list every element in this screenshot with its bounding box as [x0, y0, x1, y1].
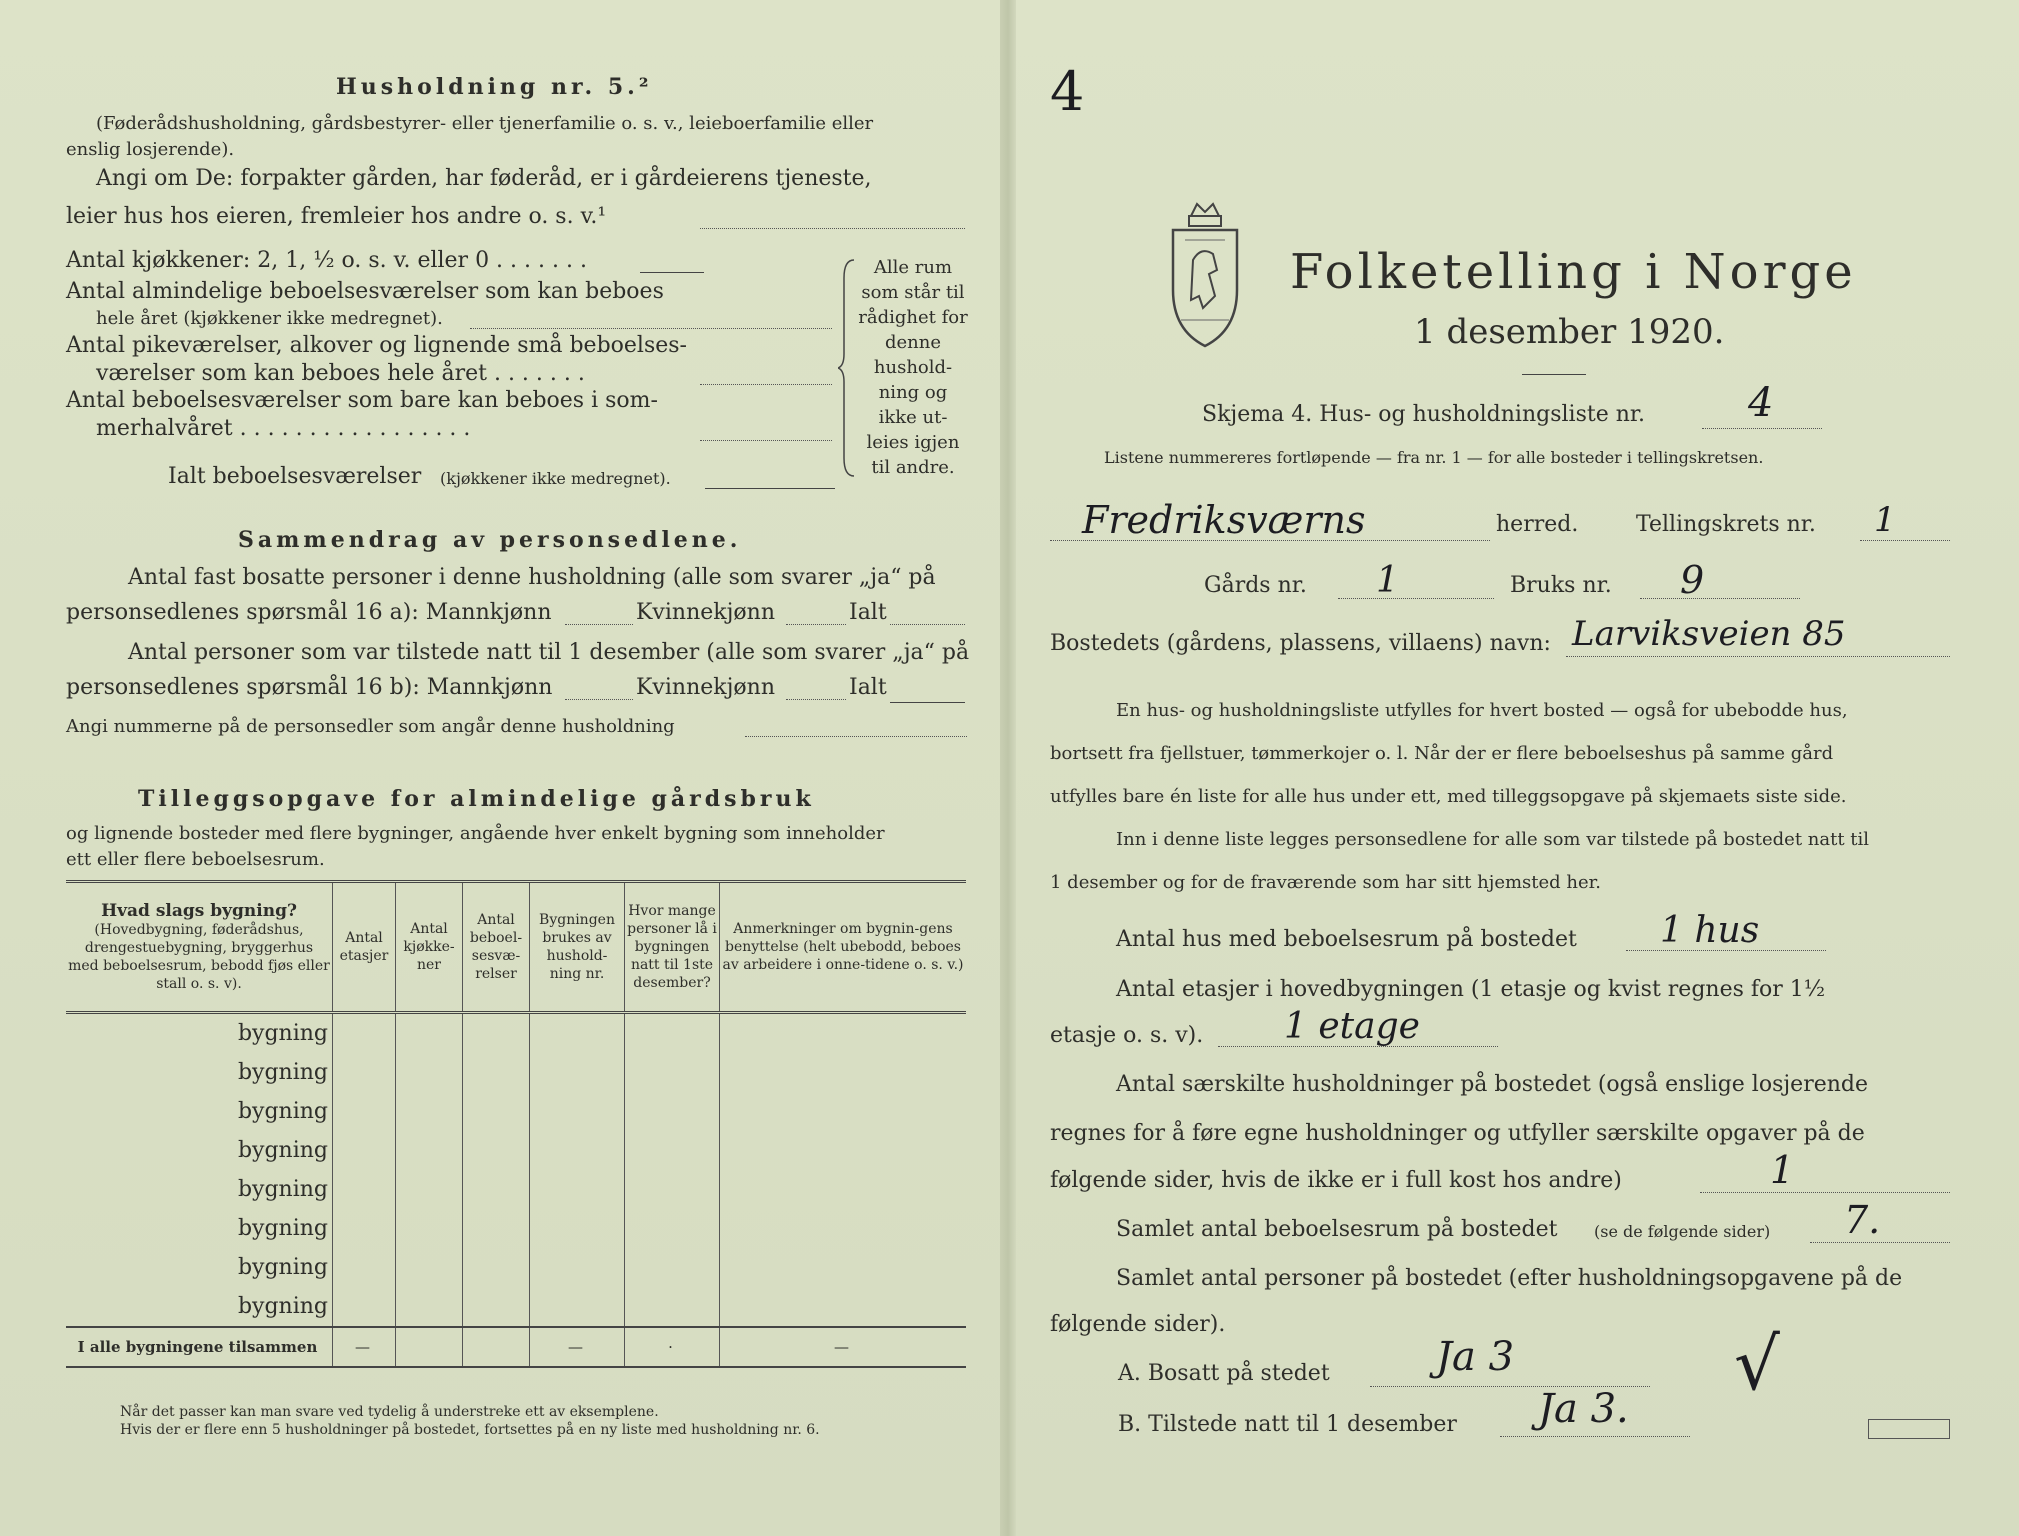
total-label-1: Ialt: [849, 600, 887, 625]
households-value: 1: [1770, 1148, 1795, 1192]
rooms-value: 7.: [1844, 1198, 1881, 1242]
kitchens-label: Antal kjøkkener: 2, 1, ½ o. s. v. eller 0 . . . . . . .: [66, 248, 587, 273]
ordinary-rooms-answer: [470, 328, 832, 329]
maid-rooms-line1: Antal pikeværelser, alkover og lignende små beboelses-: [66, 333, 687, 358]
kitchens-answer: [640, 272, 704, 273]
table-row: bygning: [66, 1287, 966, 1327]
gards-value: 1: [1376, 560, 1399, 601]
household-intro-line1: (Føderådshusholdning, gårdsbestyrer- eller tjenerfamilie o. s. v., leieboerfamilie eller: [96, 113, 874, 134]
floors-answer-line: [1218, 1046, 1498, 1047]
total-rooms-answer: [705, 488, 835, 489]
female-answer-1: [786, 624, 846, 625]
summary-p2-line1: Antal personer som var tilstede natt til 1 desember (alle som svarer „ja“ på: [128, 640, 970, 665]
angi-line1: Angi om De: forpakter gården, har føderåd, er i gårdeierens tjeneste,: [96, 166, 872, 191]
maid-rooms-line2: værelser som kan beboes hele året . . . . . . .: [96, 361, 585, 386]
angi-line2: leier hus hos eieren, fremleier hos andre o. s. v.¹: [66, 204, 607, 229]
present-value: Ja 3.: [1538, 1386, 1629, 1432]
krets-value: 1: [1874, 500, 1896, 540]
persons-line2: følgende sider).: [1050, 1312, 1226, 1337]
info-line3: utfylles bare én liste for alle hus under ett, med tilleggsopgave på skjemaets siste side.: [1050, 786, 1847, 807]
check-mark: √: [1734, 1322, 1780, 1406]
side-note: Alle rum som står til rådighet for denne hushold-ning og ikke ut-leies igjen til andre.: [858, 257, 968, 478]
schema-value: 4: [1748, 380, 1774, 426]
angi-answer-line: [700, 228, 965, 229]
col-persons: Hvor mange personer lå i bygningen natt til 1ste desember?: [625, 882, 720, 1013]
present-answer-line: [1500, 1436, 1690, 1437]
floors-line1: Antal etasjer i hovedbygningen (1 etasje og kvist regnes for 1½: [1116, 977, 1826, 1002]
houses-label: Antal hus med beboelsesrum på bostedet: [1116, 927, 1577, 952]
herred-label: herred.: [1496, 512, 1579, 537]
female-answer-2: [786, 699, 846, 700]
schema-answer-line: [1702, 428, 1822, 429]
persons-line1: Samlet antal personer på bostedet (efter husholdningsopgavene på de: [1116, 1266, 1903, 1291]
bosted-value: Larviksveien 85: [1572, 614, 1846, 654]
total-rooms-note: (kjøkkener ikke medregnet).: [440, 469, 671, 488]
col-remarks: Anmerkninger om bygnin-gens benyttelse (helt ubebodd, beboes av arbeidere i onne-tidene o. s. v.): [720, 882, 967, 1013]
table-row: bygning: [66, 1013, 966, 1054]
printer-stamp: [1868, 1419, 1950, 1439]
households-line3: følgende sider, hvis de ikke er i full kost hos andre): [1050, 1168, 1622, 1193]
bosted-answer-line: [1566, 656, 1950, 657]
table-row: bygning: [66, 1248, 966, 1287]
col-kitchens: Antal kjøkke-ner: [396, 882, 463, 1013]
page-fold: [1000, 0, 1016, 1536]
gards-answer-line: [1338, 598, 1494, 599]
summer-rooms-line1: Antal beboelsesværelser som bare kan beboes i som-: [66, 388, 658, 413]
households-answer-line: [1700, 1192, 1950, 1193]
col-building-type: Hvad slags bygning? (Hovedbygning, føderådshus, drengestuebygning, bryggerhus med beboelsesrum, bebodd fjøs eller stall o. s. v).: [68, 900, 330, 992]
info-line1: En hus- og husholdningsliste utfylles for hvert bosted — også for ubebodde hus,: [1116, 700, 1848, 721]
table-row: bygning: [66, 1209, 966, 1248]
households-line1: Antal særskilte husholdninger på bostedet (også enslige losjerende: [1116, 1072, 1869, 1097]
houses-value: 1 hus: [1660, 910, 1760, 951]
farm-sub1: og lignende bosteder med flere bygninger, angående hver enkelt bygning som inneholder: [66, 823, 885, 844]
female-label-2: Kvinnekjønn: [636, 675, 775, 700]
ordinary-rooms-line2: hele året (kjøkkener ikke medregnet).: [96, 308, 443, 329]
farm-title: Tilleggsopgave for almindelige gårdsbruk: [138, 786, 815, 812]
table-row: bygning: [66, 1092, 966, 1131]
gards-label: Gårds nr.: [1204, 573, 1307, 598]
numbering-note: Listene nummereres fortløpende — fra nr. 1 — for alle bosteder i tellingskretsen.: [1104, 448, 1764, 467]
table-row: bygning: [66, 1170, 966, 1209]
male-answer-1: [565, 624, 633, 625]
summary-p2-line2: personsedlenes spørsmål 16 b): Mannkjønn: [66, 675, 553, 700]
bruks-label: Bruks nr.: [1510, 573, 1612, 598]
table-row: bygning: [66, 1131, 966, 1170]
resident-value: Ja 3: [1436, 1334, 1515, 1380]
households-line2: regnes for å føre egne husholdninger og utfyller særskilte opgaver på de: [1050, 1121, 1865, 1146]
total-answer-2: [890, 702, 965, 703]
col-rooms: Antal beboel-sesvæ-relser: [463, 882, 530, 1013]
houses-answer-line: [1626, 950, 1826, 951]
bruks-answer-line: [1640, 598, 1800, 599]
present-label: B. Tilstede natt til 1 desember: [1118, 1412, 1457, 1437]
summer-rooms-line2: merhalvåret . . . . . . . . . . . . . . . . .: [96, 416, 471, 441]
numbers-label: Angi nummerne på de personsedler som angår denne husholdning: [66, 716, 675, 737]
herred-value: Fredriksværns: [1082, 498, 1366, 542]
male-answer-2: [565, 699, 633, 700]
col-household-no: Bygningen brukes av hushold-ning nr.: [530, 882, 625, 1013]
footnote-1: Når det passer kan man svare ved tydelig å understreke ett av eksemplene.: [120, 1404, 659, 1420]
krets-answer-line: [1860, 540, 1950, 541]
info-line5: 1 desember og for de fraværende som har sitt hjemsted her.: [1050, 872, 1601, 893]
ordinary-rooms-line1: Antal almindelige beboelsesværelser som kan beboes: [66, 279, 664, 304]
maid-rooms-answer: [700, 384, 832, 385]
brace: [838, 258, 858, 478]
census-date: 1 desember 1920.: [1414, 312, 1725, 352]
table-row: bygning: [66, 1053, 966, 1092]
summary-p1-line2: personsedlenes spørsmål 16 a): Mannkjønn: [66, 600, 552, 625]
krets-label: Tellingskrets nr.: [1636, 512, 1816, 537]
col-floors: Antal etasjer: [333, 882, 396, 1013]
numbers-answer: [745, 736, 967, 737]
total-rooms-label: Ialt beboelsesværelser: [168, 464, 422, 489]
farm-sub2: ett eller flere beboelsesrum.: [66, 849, 325, 870]
summer-rooms-answer: [700, 440, 832, 441]
table-total-row: I alle bygningene tilsammen — — · —: [66, 1327, 966, 1367]
resident-label: A. Bosatt på stedet: [1118, 1361, 1330, 1386]
info-line4: Inn i denne liste legges personsedlene for alle som var tilstede på bostedet natt til: [1116, 829, 1870, 850]
total-answer-1: [890, 624, 965, 625]
bruks-value: 9: [1680, 558, 1705, 602]
summary-p1-line1: Antal fast bosatte personer i denne husholdning (alle som svarer „ja“ på: [128, 565, 936, 590]
household-title: Husholdning nr. 5.²: [336, 74, 653, 100]
floors-value: 1 etage: [1284, 1006, 1420, 1047]
herred-answer-line: [1050, 540, 1490, 541]
page-mark: 4: [1050, 60, 1085, 123]
total-label-2: Ialt: [849, 675, 887, 700]
floors-line2: etasje o. s. v).: [1050, 1023, 1204, 1048]
census-title: Folketelling i Norge: [1290, 244, 1857, 300]
rooms-label: Samlet antal beboelsesrum på bostedet: [1116, 1217, 1558, 1242]
female-label-1: Kvinnekjønn: [636, 600, 775, 625]
footnote-2: Hvis der er flere enn 5 husholdninger på bostedet, fortsettes på en ny liste med husholdning nr. 6.: [120, 1422, 820, 1438]
title-divider: [1522, 374, 1586, 375]
buildings-table: [66, 880, 966, 1368]
rooms-answer-line: [1810, 1242, 1950, 1243]
household-intro-line2: enslig losjerende).: [66, 139, 235, 160]
info-line2: bortsett fra fjellstuer, tømmerkojer o. l. Når der er flere beboelseshus på samme gård: [1050, 743, 1834, 764]
schema-label: Skjema 4. Hus- og husholdningsliste nr.: [1202, 402, 1645, 427]
summary-title: Sammendrag av personsedlene.: [238, 527, 742, 553]
coat-of-arms-icon: [1165, 200, 1245, 350]
bosted-label: Bostedets (gårdens, plassens, villaens) navn:: [1050, 631, 1551, 656]
rooms-note: (se de følgende sider): [1594, 1222, 1771, 1241]
